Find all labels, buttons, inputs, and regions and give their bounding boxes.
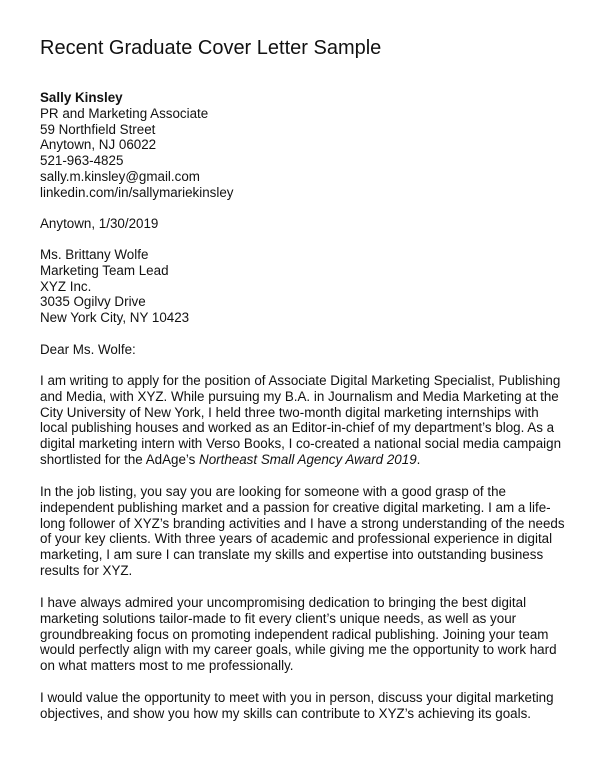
paragraph-line: I have always admired your uncompromising dedication to bringing the best digital bbox=[40, 595, 527, 610]
paragraph-line: I would value the opportunity to meet with you in person, discuss your digital marketing bbox=[40, 690, 554, 705]
sender-name: Sally Kinsley bbox=[40, 90, 123, 105]
paragraph-line: and Media, with XYZ. While pursuing my B.A. in Journalism and Media Marketing at the bbox=[40, 388, 559, 404]
paragraph-line: on what matters most to me professionally. bbox=[40, 658, 294, 674]
paragraph-line: long follower of XYZ’s branding activities and I have a strong understanding of the needs bbox=[40, 515, 565, 531]
paragraph-line: marketing, I am sure I can translate my skills and expertise into outstanding business bbox=[40, 547, 544, 563]
paragraph-line: objectives, and show you how my skills can contribute to XYZ’s achieving its goals. bbox=[40, 705, 531, 721]
recipient-position: Marketing Team Lead bbox=[40, 262, 169, 278]
paragraph-line: of your key clients. With three years of academic and professional experience in digital bbox=[40, 531, 553, 547]
document-title: Recent Graduate Cover Letter Sample bbox=[40, 37, 382, 59]
sender-city: Anytown, NJ 06022 bbox=[40, 137, 157, 153]
award-prefix: shortlisted for the AdAge’s bbox=[40, 451, 200, 467]
paragraph-line: In the job listing, you say you are looking for someone with a good grasp of the bbox=[40, 484, 506, 499]
recipient-company: XYZ Inc. bbox=[40, 278, 92, 294]
paragraph-line: I am writing to apply for the position of Associate Digital Marketing Specialist, Publishing bbox=[40, 373, 561, 388]
recipient-name: Ms. Brittany Wolfe bbox=[40, 247, 149, 262]
paragraph-line-award bbox=[40, 452, 576, 468]
sender-phone: 521-963-4825 bbox=[40, 153, 124, 169]
paragraph-line: marketing solutions tailor-made to fit every client’s unique needs, as well as your bbox=[40, 610, 517, 626]
sender-email: sally.m.kinsley@gmail.com bbox=[40, 168, 200, 184]
sender-position: PR and Marketing Associate bbox=[40, 105, 209, 121]
paragraph-intro bbox=[40, 373, 576, 468]
paragraph-line: independent publishing market and a passion for creative digital marketing. I am a life- bbox=[40, 499, 551, 515]
sender-street: 59 Northfield Street bbox=[40, 121, 156, 137]
award-suffix: . bbox=[416, 451, 421, 467]
sender-linkedin: linkedin.com/in/sallymariekinsley bbox=[40, 184, 234, 200]
salutation: Dear Ms. Wolfe: bbox=[40, 342, 136, 357]
paragraph-admiration bbox=[40, 595, 576, 674]
paragraph-line: would perfectly align with my career goals, while giving me the opportunity to work hard bbox=[40, 642, 557, 658]
recipient-city: New York City, NY 10423 bbox=[40, 310, 190, 326]
paragraph-closing bbox=[40, 690, 576, 722]
paragraph-line: City University of New York, I held three two-month digital marketing internships with bbox=[40, 404, 539, 420]
award-name: Northeast Small Agency Award 2019 bbox=[199, 451, 417, 467]
paragraph-line: digital marketing intern with Verso Books, I co-created a national social media campaign bbox=[40, 436, 562, 452]
paragraph-line: local publishing houses and worked as an Editor-in-chief of my department’s blog. As a bbox=[40, 420, 555, 436]
recipient-block bbox=[40, 247, 189, 326]
date-line: Anytown, 1/30/2019 bbox=[40, 216, 159, 231]
paragraph-line: groundbreaking focus on promoting independent radical publishing. Joining your team bbox=[40, 626, 549, 642]
sender-block bbox=[40, 90, 234, 201]
paragraph-fit bbox=[40, 484, 576, 579]
recipient-street: 3035 Ogilvy Drive bbox=[40, 294, 146, 310]
paragraph-line: results for XYZ. bbox=[40, 562, 133, 578]
